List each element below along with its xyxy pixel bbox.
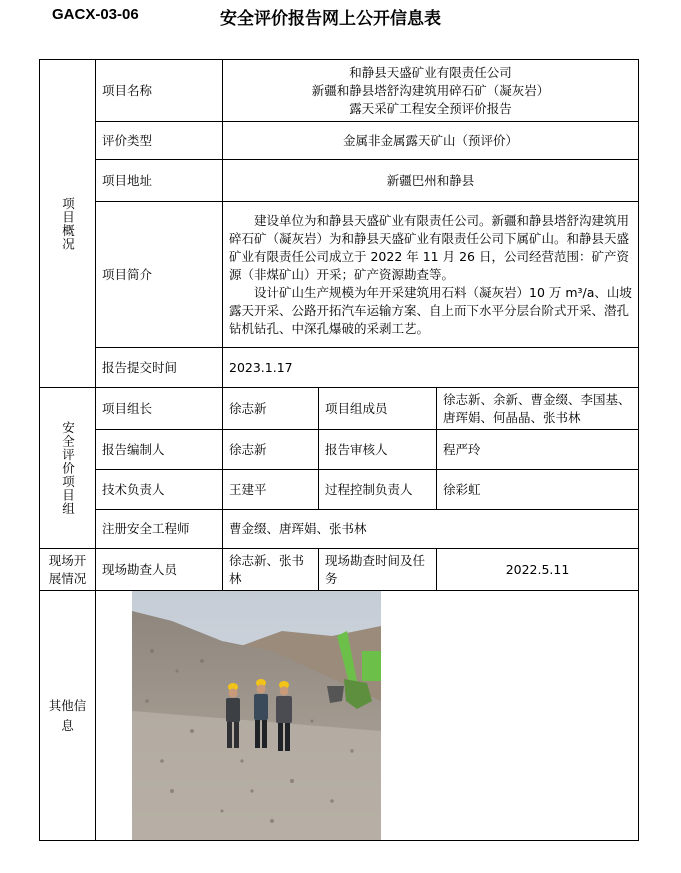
engineer-value: 曹金缀、唐珲娟、张书林 — [223, 510, 639, 549]
tech-label: 技术负责人 — [96, 470, 223, 510]
project-name-value: 和静县天盛矿业有限责任公司 新疆和静县塔舒沟建筑用碎石矿（凝灰岩） 露天采矿工程安全预评价报告 — [223, 60, 639, 122]
reviewer-label: 报告审核人 — [319, 430, 437, 470]
row-other — [40, 591, 639, 841]
members-value: 徐志新、余新、曹金缀、李国基、唐珲娟、何晶晶、张书林 — [437, 388, 639, 430]
eval-type-label: 评价类型 — [96, 122, 223, 160]
row-team-leader — [40, 388, 639, 430]
intro-paragraph: 设计矿山生产规模为年开采建筑用石料（凝灰岩）10 万 m³/a、山坡露天开采、公路开拓汽车运输方案、自上而下水平分层台阶式开采、潜孔钻机钻孔、中深孔爆破的采剥工艺。 — [229, 284, 632, 336]
category-team: 安全评价项目组 — [40, 388, 96, 549]
site-photo — [132, 591, 381, 840]
info-table — [39, 59, 639, 841]
row-submit-date — [40, 348, 639, 388]
intro-label: 项目简介 — [96, 202, 223, 348]
row-author — [40, 430, 639, 470]
document-code: GACX-03-06 — [52, 6, 139, 23]
row-tech — [40, 470, 639, 510]
address-value: 新疆巴州和静县 — [223, 160, 639, 202]
row-project-name — [40, 60, 639, 122]
intro-paragraph: 建设单位为和静县天盛矿业有限责任公司。新疆和静县塔舒沟建筑用碎石矿（凝灰岩）为和静县天盛矿业有限责任公司下属矿山。和静县天盛矿业有限责任公司成立于 2022 年 11 月 26 日，公司经营范围：矿产资源（非煤矿山）开采；矿产资源勘查等。 — [229, 212, 630, 282]
process-value: 徐彩虹 — [437, 470, 639, 510]
category-site: 现场开展情况 — [40, 549, 96, 591]
reviewer-value: 程严玲 — [437, 430, 639, 470]
row-address — [40, 160, 639, 202]
engineer-label: 注册安全工程师 — [96, 510, 223, 549]
submit-date-label: 报告提交时间 — [96, 348, 223, 388]
site-people-value: 徐志新、张书林 — [223, 549, 319, 591]
eval-type-value: 金属非金属露天矿山（预评价） — [223, 122, 639, 160]
intro-value — [223, 202, 639, 348]
leader-value: 徐志新 — [223, 388, 319, 430]
address-label: 项目地址 — [96, 160, 223, 202]
site-time-label: 现场勘查时间及任务 — [319, 549, 437, 591]
submit-date-value: 2023.1.17 — [223, 348, 639, 388]
site-photo-cell — [96, 591, 639, 841]
category-other: 其他信息 — [40, 591, 96, 841]
site-time-value: 2022.5.11 — [437, 549, 639, 591]
page-title: 安全评价报告网上公开信息表 — [220, 9, 441, 29]
site-people-label: 现场勘查人员 — [96, 549, 223, 591]
members-label: 项目组成员 — [319, 388, 437, 430]
tech-value: 王建平 — [223, 470, 319, 510]
row-intro — [40, 202, 639, 348]
project-name-label: 项目名称 — [96, 60, 223, 122]
row-site — [40, 549, 639, 591]
author-label: 报告编制人 — [96, 430, 223, 470]
process-label: 过程控制负责人 — [319, 470, 437, 510]
category-overview: 项目概况 — [40, 60, 96, 388]
row-engineers — [40, 510, 639, 549]
leader-label: 项目组长 — [96, 388, 223, 430]
author-value: 徐志新 — [223, 430, 319, 470]
row-eval-type — [40, 122, 639, 160]
